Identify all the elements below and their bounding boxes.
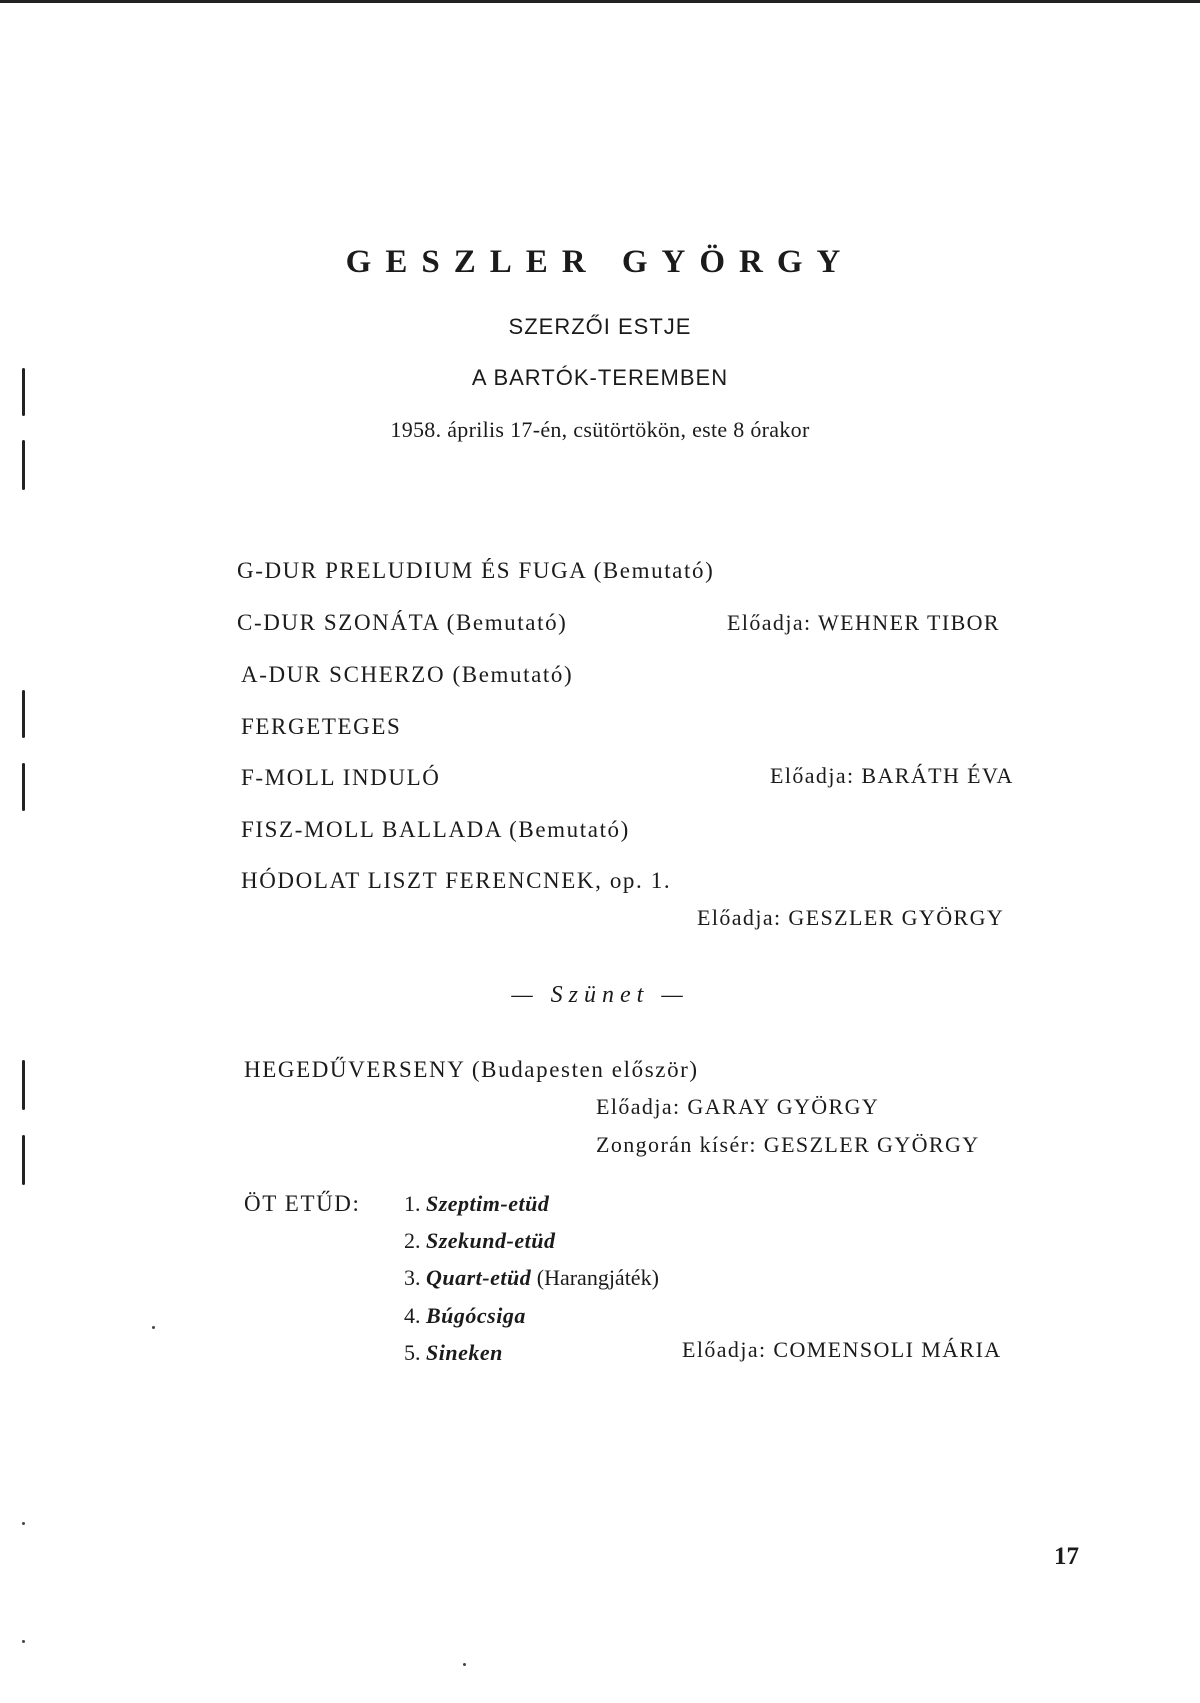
performer-4: Előadja: GARAY GYÖRGY [596, 1094, 880, 1119]
performer-1: Előadja: WEHNER TIBOR [727, 610, 1001, 635]
etudes-label: ÖT ETŰD: [244, 1191, 361, 1216]
date-line: 1958. április 17-én, csütörtökön, este 8 órakor [390, 417, 810, 442]
program-item-8: HEGEDŰVERSENY (Budapesten először) [244, 1057, 699, 1082]
etude-name: Szeptim-etüd [426, 1191, 550, 1216]
etude-name: Búgócsiga [426, 1303, 526, 1328]
venue-line: A BARTÓK-TEREMBEN [471, 365, 729, 390]
program-item-7: HÓDOLAT LISZT FERENCNEK, op. 1. [241, 868, 672, 893]
etude-item [404, 1340, 503, 1366]
etude-name: Quart-etüd [426, 1265, 532, 1290]
performer-5: Előadja: COMENSOLI MÁRIA [682, 1337, 1002, 1362]
etude-number: 2. [404, 1228, 421, 1253]
top-border [0, 0, 1200, 3]
performer-3: Előadja: GESZLER GYÖRGY [697, 905, 1005, 930]
scan-speck [22, 1522, 25, 1525]
etude-name: Sineken [426, 1340, 503, 1365]
program-item-4: FERGETEGES [241, 714, 402, 739]
program-item-2: C-DUR SZONÁTA (Bemutató) [237, 610, 568, 635]
binding-mark [22, 690, 25, 738]
etude-item [404, 1228, 555, 1254]
program-item-3: A-DUR SCHERZO (Bemutató) [241, 662, 574, 687]
etude-number: 5. [404, 1340, 421, 1365]
etude-number: 4. [404, 1303, 421, 1328]
program-item-1: G-DUR PRELUDIUM ÉS FUGA (Bemutató) [237, 558, 715, 583]
etude-item [404, 1265, 659, 1291]
composer-title: GESZLER GYÖRGY [345, 244, 855, 280]
binding-mark [22, 1135, 25, 1185]
scan-speck [152, 1326, 155, 1329]
etude-item [404, 1303, 526, 1329]
program-item-6: FISZ-MOLL BALLADA (Bemutató) [241, 817, 630, 842]
etude-note: (Harangjáték) [536, 1265, 659, 1290]
binding-mark [22, 763, 25, 811]
accompanist: Zongorán kísér: GESZLER GYÖRGY [596, 1132, 980, 1157]
performer-2: Előadja: BARÁTH ÉVA [770, 763, 1014, 788]
intermission: — Szünet — [511, 982, 689, 1008]
binding-mark [22, 440, 25, 490]
page-number: 17 [1054, 1543, 1079, 1570]
scan-speck [22, 1640, 25, 1643]
etude-item [404, 1191, 549, 1217]
scan-speck [463, 1663, 466, 1666]
event-subtitle: SZERZŐI ESTJE [508, 314, 692, 339]
binding-mark [22, 1060, 25, 1110]
etude-number: 1. [404, 1191, 421, 1216]
program-item-5: F-MOLL INDULÓ [241, 765, 441, 790]
etude-number: 3. [404, 1265, 421, 1290]
etude-name: Szekund-etüd [426, 1228, 556, 1253]
